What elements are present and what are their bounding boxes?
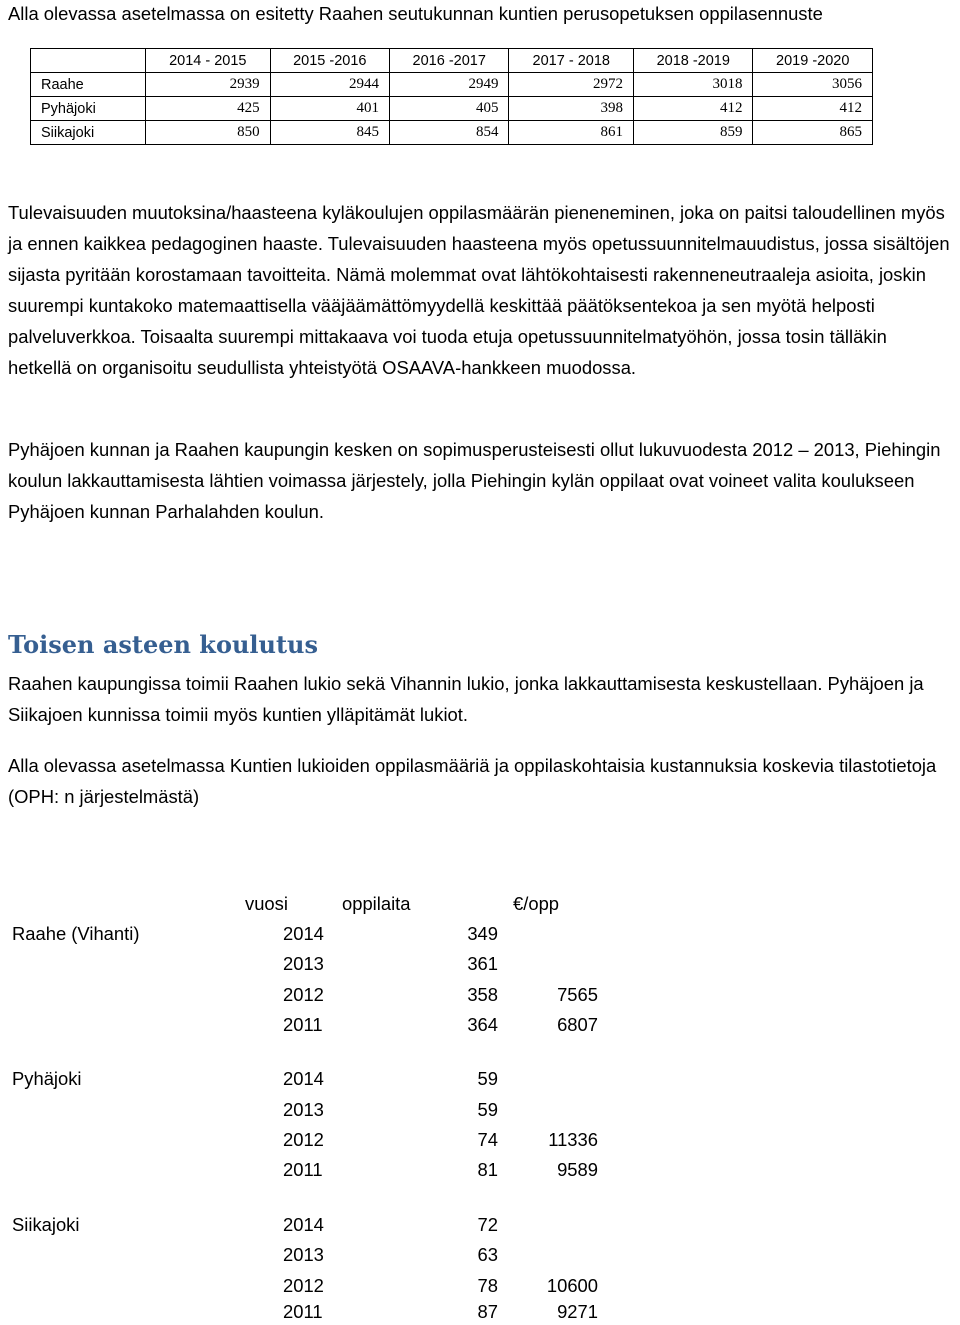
intro-text: Alla olevassa asetelmassa on esitetty Raahen seutukunnan kuntien perusopetuksen oppilasennuste [8,3,823,24]
pupils-cell: 63 [477,1244,498,1265]
pupils-cell: 349 [467,923,498,944]
value-cell: 854 [390,121,509,145]
group-name: Raahe (Vihanti) [12,923,140,944]
year-cell: 2013 [283,953,324,974]
pupils-cell: 78 [477,1275,498,1296]
header-pupils: oppilaita [342,893,411,914]
value-cell: 398 [509,97,634,121]
year-cell: 2011 [283,1301,323,1322]
paragraph-upper-secondary: Raahen kaupungissa toimii Raahen lukio sekä Vihannin lukio, jonka lakkauttamisesta keskustellaan. Pyhäjoen ja Siikajoen kunnissa toimii myös kuntien ylläpitämät lukiot. [8,673,924,725]
cost-cell: 10600 [546,1275,598,1296]
value-cell: 2939 [146,73,271,97]
municipality-cell: Raahe [31,73,146,97]
pupils-cell: 358 [467,984,498,1005]
value-cell: 865 [753,121,873,145]
pupils-cell: 72 [477,1214,498,1235]
year-cell: 2013 [283,1099,324,1120]
value-cell: 2944 [270,73,389,97]
year-cell: 2014 [283,1214,324,1235]
year-cell: 2011 [283,1014,323,1035]
cost-cell: 6807 [557,1014,598,1035]
value-cell: 861 [509,121,634,145]
value-cell: 2972 [509,73,634,97]
value-cell: 401 [270,97,389,121]
value-cell: 405 [390,97,509,121]
cost-cell: 9589 [557,1159,598,1180]
group-name: Siikajoki [12,1214,80,1235]
year-cell: 2011 [283,1159,323,1180]
group-name: Pyhäjoki [12,1068,82,1089]
value-cell: 412 [753,97,873,121]
pupils-cell: 59 [477,1068,498,1089]
value-cell: 425 [146,97,271,121]
value-cell: 859 [634,121,753,145]
column-header: 2017 - 2018 [509,49,634,73]
value-cell: 3056 [753,73,873,97]
value-cell: 850 [146,121,271,145]
column-header: 2016 -2017 [390,49,509,73]
pupils-cell: 361 [467,953,498,974]
year-cell: 2012 [283,984,324,1005]
pupils-cell: 87 [477,1301,498,1322]
value-cell: 2949 [390,73,509,97]
pupils-cell: 81 [477,1159,498,1180]
column-header: 2018 -2019 [634,49,753,73]
paragraph-piehinki-arrangement: Pyhäjoen kunnan ja Raahen kaupungin kesken on sopimusperusteisesti ollut lukuvuodesta 2012 – 2013, Piehingin koulun lakkauttamisesta lähtien voimassa järjestely, jolla Piehingin kylän oppilaat ovat voineet valita koulukseen Pyhäjoen kunnan Parhalahden koulun. [8,439,941,522]
year-cell: 2014 [283,1068,324,1089]
column-header: 2014 - 2015 [146,49,271,73]
year-cell: 2014 [283,923,324,944]
paragraph-statistics-intro: Alla olevassa asetelmassa Kuntien lukioiden oppilasmääriä ja oppilaskohtaisia kustannuksia koskevia tilastotietoja (OPH: n järjestelmästä) [8,755,937,807]
column-header: 2015 -2016 [270,49,389,73]
municipality-cell: Siikajoki [31,121,146,145]
section-heading: Toisen asteen koulutus [8,630,319,659]
value-cell: 845 [270,121,389,145]
pupils-cell: 59 [477,1099,498,1120]
pupils-cell: 364 [467,1014,498,1035]
municipality-cell: Pyhäjoki [31,97,146,121]
cost-cell: 9271 [557,1301,598,1322]
value-cell: 412 [634,97,753,121]
year-cell: 2013 [283,1244,324,1265]
header-cost-per-pupil: €/opp [513,893,560,914]
value-cell: 3018 [634,73,753,97]
cost-cell: 7565 [557,984,598,1005]
paragraph-challenges: Tulevaisuuden muutoksina/haasteena kyläkoulujen oppilasmäärän pieneneminen, joka on paitsi taloudellinen myös ja ennen kaikkea pedagoginen haaste. Tulevaisuuden haasteena myös opetussuunnitelmauudistus, jossa sisältöjen sijasta pyritään korostamaan tavoitteita. Nämä molemmat ovat lähtökohtaisesti rakenneneutraaleja asioita, joskin suurempi kuntakoko matemaattisella vääjäämättömyydellä keskittää päätöksentekoa ja sen myötä helposti palveluverkkoa. Toisaalta suurempi mittakaava voi tuoda etuja opetussuunnitelmatyöhön, jossa tosin tälläkin hetkellä on organisoitu seudullista yhteistyötä OSAAVA-hankkeen muodossa. [8,202,950,378]
pupils-cell: 74 [477,1129,498,1150]
header-year: vuosi [245,893,288,914]
year-cell: 2012 [283,1129,324,1150]
year-cell: 2012 [283,1275,324,1296]
column-header: 2019 -2020 [753,49,873,73]
cost-cell: 11336 [548,1129,598,1150]
